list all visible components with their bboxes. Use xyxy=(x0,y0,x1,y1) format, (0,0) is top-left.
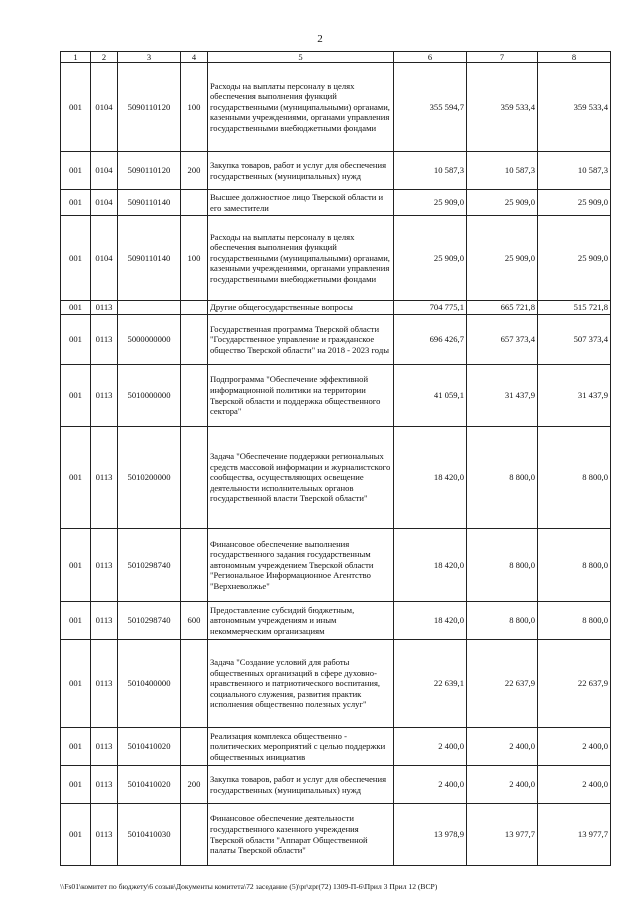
page-number: 2 xyxy=(317,33,323,45)
cell-name: Закупка товаров, работ и услуг для обеспечения государственных (муниципальных) нужд xyxy=(208,152,394,190)
table-row xyxy=(61,301,611,315)
cell-type xyxy=(181,728,208,766)
cell-name: Другие общегосударственные вопросы xyxy=(208,301,394,315)
cell-target: 5090110140 xyxy=(118,190,181,216)
cell-value-7: 25 909,0 xyxy=(467,190,538,216)
table-row xyxy=(61,529,611,602)
cell-value-8: 10 587,3 xyxy=(538,152,611,190)
cell-value-8: 25 909,0 xyxy=(538,190,611,216)
cell-code: 001 xyxy=(61,427,91,529)
cell-code: 001 xyxy=(61,804,91,866)
column-header: 3 xyxy=(118,52,181,63)
cell-section: 0113 xyxy=(91,728,118,766)
cell-value-7: 10 587,3 xyxy=(467,152,538,190)
cell-code: 001 xyxy=(61,190,91,216)
cell-value-6: 25 909,0 xyxy=(394,190,467,216)
cell-name: Государственная программа Тверской области "Государственное управление и гражданское общество Тверской области" на 2018 - 2023 годы xyxy=(208,315,394,365)
cell-type: 200 xyxy=(181,766,208,804)
cell-value-7: 8 800,0 xyxy=(467,602,538,640)
cell-value-7: 657 373,4 xyxy=(467,315,538,365)
cell-value-8: 31 437,9 xyxy=(538,365,611,427)
cell-value-7: 31 437,9 xyxy=(467,365,538,427)
cell-code: 001 xyxy=(61,315,91,365)
cell-section: 0113 xyxy=(91,529,118,602)
cell-target xyxy=(118,301,181,315)
cell-value-6: 18 420,0 xyxy=(394,602,467,640)
cell-value-6: 18 420,0 xyxy=(394,427,467,529)
table-row xyxy=(61,728,611,766)
cell-value-8: 8 800,0 xyxy=(538,427,611,529)
cell-type: 100 xyxy=(181,216,208,301)
cell-type xyxy=(181,529,208,602)
cell-name: Задача "Обеспечение поддержки региональных средств массовой информации и журналистского сообщества, осуществляющих освещение деятельности исполнительных органов государственной власти Тверской области" xyxy=(208,427,394,529)
cell-value-7: 13 977,7 xyxy=(467,804,538,866)
table-row xyxy=(61,804,611,866)
cell-code: 001 xyxy=(61,365,91,427)
cell-section: 0113 xyxy=(91,640,118,728)
cell-type xyxy=(181,804,208,866)
cell-value-8: 8 800,0 xyxy=(538,529,611,602)
cell-target: 5010410020 xyxy=(118,728,181,766)
cell-value-6: 13 978,9 xyxy=(394,804,467,866)
cell-type xyxy=(181,190,208,216)
cell-value-6: 25 909,0 xyxy=(394,216,467,301)
cell-code: 001 xyxy=(61,63,91,152)
cell-target: 5010298740 xyxy=(118,602,181,640)
cell-value-6: 355 594,7 xyxy=(394,63,467,152)
cell-type xyxy=(181,301,208,315)
table-row xyxy=(61,766,611,804)
column-header: 5 xyxy=(208,52,394,63)
cell-value-6: 22 639,1 xyxy=(394,640,467,728)
cell-section: 0104 xyxy=(91,152,118,190)
cell-name: Расходы на выплаты персоналу в целях обеспечения выполнения функций государственными (муниципальными) органами, казенными учреждениями, органами управления государственными внебюджетными фондами xyxy=(208,63,394,152)
table-row xyxy=(61,152,611,190)
cell-type: 100 xyxy=(181,63,208,152)
cell-value-7: 359 533,4 xyxy=(467,63,538,152)
cell-value-6: 2 400,0 xyxy=(394,766,467,804)
cell-value-8: 8 800,0 xyxy=(538,602,611,640)
cell-code: 001 xyxy=(61,301,91,315)
cell-value-8: 22 637,9 xyxy=(538,640,611,728)
cell-target: 5010200000 xyxy=(118,427,181,529)
cell-value-8: 359 533,4 xyxy=(538,63,611,152)
column-header: 1 xyxy=(61,52,91,63)
column-header: 4 xyxy=(181,52,208,63)
table-row xyxy=(61,315,611,365)
cell-section: 0113 xyxy=(91,602,118,640)
cell-value-8: 2 400,0 xyxy=(538,728,611,766)
column-header: 2 xyxy=(91,52,118,63)
file-path-footer: \\Fs01\комитет по бюджету\6 созыв\Документы комитета\72 заседание (5)\pr\zpr(72) 1309-П-6\Прил 3 Прил 12 (ВСР) xyxy=(60,882,438,891)
header-row xyxy=(61,52,611,63)
cell-code: 001 xyxy=(61,216,91,301)
table-row xyxy=(61,216,611,301)
cell-value-8: 2 400,0 xyxy=(538,766,611,804)
cell-value-6: 704 775,1 xyxy=(394,301,467,315)
cell-value-8: 515 721,8 xyxy=(538,301,611,315)
table-row xyxy=(61,365,611,427)
cell-value-7: 22 637,9 xyxy=(467,640,538,728)
cell-target: 5000000000 xyxy=(118,315,181,365)
cell-target: 5090110120 xyxy=(118,152,181,190)
cell-name: Предоставление субсидий бюджетным, автономным учреждениям и иным некоммерческим организациям xyxy=(208,602,394,640)
cell-section: 0113 xyxy=(91,315,118,365)
cell-name: Подпрограмма "Обеспечение эффективной информационной политики на территории Тверской области и поддержка общественного сектора" xyxy=(208,365,394,427)
cell-name: Финансовое обеспечение выполнения государственного задания государственным автономным учреждением Тверской области "Региональное Информационное Агентство "Верхневолжье" xyxy=(208,529,394,602)
cell-code: 001 xyxy=(61,529,91,602)
table-row xyxy=(61,640,611,728)
cell-type xyxy=(181,427,208,529)
cell-section: 0113 xyxy=(91,804,118,866)
table-row xyxy=(61,190,611,216)
budget-table xyxy=(60,51,611,866)
cell-value-7: 2 400,0 xyxy=(467,728,538,766)
cell-target: 5090110140 xyxy=(118,216,181,301)
cell-value-6: 10 587,3 xyxy=(394,152,467,190)
cell-type: 200 xyxy=(181,152,208,190)
cell-target: 5090110120 xyxy=(118,63,181,152)
cell-target: 5010000000 xyxy=(118,365,181,427)
cell-name: Реализация комплекса общественно - политических мероприятий с целью поддержки общественных инициатив xyxy=(208,728,394,766)
cell-value-7: 8 800,0 xyxy=(467,427,538,529)
cell-section: 0113 xyxy=(91,427,118,529)
cell-value-6: 696 426,7 xyxy=(394,315,467,365)
cell-value-7: 2 400,0 xyxy=(467,766,538,804)
cell-code: 001 xyxy=(61,152,91,190)
cell-value-7: 8 800,0 xyxy=(467,529,538,602)
column-header: 7 xyxy=(467,52,538,63)
cell-section: 0104 xyxy=(91,216,118,301)
cell-target: 5010298740 xyxy=(118,529,181,602)
cell-section: 0113 xyxy=(91,365,118,427)
cell-name: Высшее должностное лицо Тверской области и его заместители xyxy=(208,190,394,216)
cell-code: 001 xyxy=(61,766,91,804)
cell-value-7: 665 721,8 xyxy=(467,301,538,315)
column-header: 8 xyxy=(538,52,611,63)
cell-section: 0104 xyxy=(91,63,118,152)
cell-type: 600 xyxy=(181,602,208,640)
cell-name: Закупка товаров, работ и услуг для обеспечения государственных (муниципальных) нужд xyxy=(208,766,394,804)
cell-value-8: 25 909,0 xyxy=(538,216,611,301)
cell-target: 5010410020 xyxy=(118,766,181,804)
cell-name: Финансовое обеспечение деятельности государственного казенного учреждения Тверской области "Аппарат Общественной палаты Тверской области" xyxy=(208,804,394,866)
cell-value-6: 41 059,1 xyxy=(394,365,467,427)
column-header: 6 xyxy=(394,52,467,63)
cell-value-6: 2 400,0 xyxy=(394,728,467,766)
table-row xyxy=(61,427,611,529)
cell-target: 5010410030 xyxy=(118,804,181,866)
cell-section: 0104 xyxy=(91,190,118,216)
cell-section: 0113 xyxy=(91,766,118,804)
cell-code: 001 xyxy=(61,640,91,728)
table-row xyxy=(61,602,611,640)
cell-section: 0113 xyxy=(91,301,118,315)
cell-type xyxy=(181,365,208,427)
cell-type xyxy=(181,640,208,728)
cell-name: Задача "Создание условий для работы общественных организаций в сфере духовно-нравственного и патриотического воспитания, социального служения, развития практик исполнения общественно полезных услуг" xyxy=(208,640,394,728)
cell-code: 001 xyxy=(61,728,91,766)
cell-code: 001 xyxy=(61,602,91,640)
cell-value-6: 18 420,0 xyxy=(394,529,467,602)
cell-value-7: 25 909,0 xyxy=(467,216,538,301)
cell-type xyxy=(181,315,208,365)
cell-value-8: 507 373,4 xyxy=(538,315,611,365)
cell-target: 5010400000 xyxy=(118,640,181,728)
cell-name: Расходы на выплаты персоналу в целях обеспечения выполнения функций государственными (муниципальными) органами, казенными учреждениями, органами управления государственными внебюджетными фондами xyxy=(208,216,394,301)
cell-value-8: 13 977,7 xyxy=(538,804,611,866)
table-row xyxy=(61,63,611,152)
